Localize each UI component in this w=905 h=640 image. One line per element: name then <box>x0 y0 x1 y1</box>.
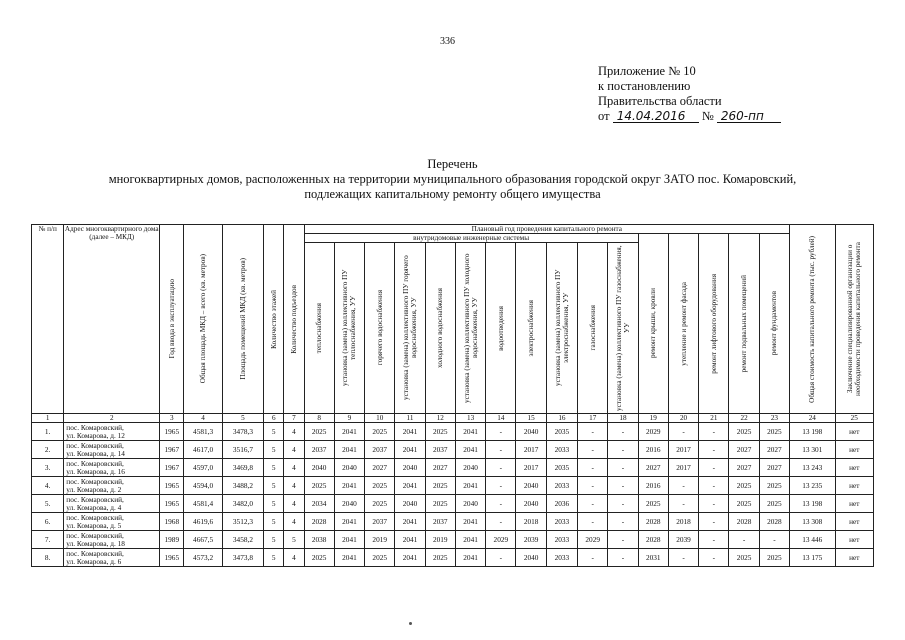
page-number: 336 <box>440 36 455 47</box>
cell-c16: 2033 <box>546 549 577 567</box>
cell-c18: - <box>608 495 638 513</box>
cell-c15: 2040 <box>516 495 546 513</box>
address-line-2: ул. Комарова, д. 18 <box>66 538 125 548</box>
cell-cost: 13 308 <box>790 513 835 531</box>
column-number: 18 <box>608 414 638 423</box>
annex-number-handwritten: 260-пп <box>717 110 781 123</box>
cell-area: 4619,6 <box>184 513 222 531</box>
cell-c19: 2016 <box>638 441 668 459</box>
cell-c12: 2025 <box>425 423 455 441</box>
cell-concl: нет <box>835 495 873 513</box>
cell-c22: 2027 <box>729 459 759 477</box>
header-entrances: Количество подъездов <box>284 225 304 414</box>
header-sub-cold-water-meter: установка (замена) коллективного ПУ холодного водоснабжения, УУ <box>455 243 485 414</box>
cell-c20: - <box>668 423 698 441</box>
cell-cost: 13 198 <box>790 423 835 441</box>
cell-c9: 2041 <box>334 477 364 495</box>
cell-c11: 2041 <box>395 513 425 531</box>
cell-c23: - <box>759 531 789 549</box>
cell-area: 4581,3 <box>184 423 222 441</box>
cell-year: 1965 <box>160 477 184 495</box>
cell-c8: 2025 <box>304 549 334 567</box>
cell-concl: нет <box>835 549 873 567</box>
cell-cost: 13 446 <box>790 531 835 549</box>
address-line-1: пос. Комаровский, <box>66 530 124 540</box>
cell-c10: 2025 <box>365 495 395 513</box>
cell-cost: 13 235 <box>790 477 835 495</box>
cell-year: 1989 <box>160 531 184 549</box>
cell-floors: 5 <box>264 459 284 477</box>
cell-c19: 2016 <box>638 477 668 495</box>
header-sub-heat-meter: установка (замена) коллективного ПУ теплоснабжения, УУ <box>334 243 364 414</box>
cell-c17: - <box>578 423 608 441</box>
column-number: 10 <box>365 414 395 423</box>
cell-address <box>64 495 160 513</box>
document-title <box>0 157 905 202</box>
cell-c15: 2040 <box>516 477 546 495</box>
cell-ent: 4 <box>284 423 304 441</box>
cell-area: 4573,2 <box>184 549 222 567</box>
cell-prem: 3488,2 <box>222 477 263 495</box>
cell-cost: 13 198 <box>790 495 835 513</box>
cell-c21: - <box>699 531 729 549</box>
cell-floors: 5 <box>264 441 284 459</box>
cell-cost: 13 301 <box>790 441 835 459</box>
cell-ent: 4 <box>284 459 304 477</box>
cell-c13: 2041 <box>455 531 485 549</box>
column-number: 15 <box>516 414 546 423</box>
cell-c15: 2018 <box>516 513 546 531</box>
header-sub-heat: теплоснабжения <box>304 243 334 414</box>
column-number: 24 <box>790 414 835 423</box>
scan-dot <box>409 622 412 625</box>
cell-floors: 5 <box>264 423 284 441</box>
annex-line-2: к постановлению <box>598 79 691 93</box>
cell-c11: 2041 <box>395 549 425 567</box>
column-number: 9 <box>334 414 364 423</box>
cell-c16: 2033 <box>546 531 577 549</box>
cell-c9: 2041 <box>334 549 364 567</box>
cell-c12: 2019 <box>425 531 455 549</box>
column-number: 17 <box>578 414 608 423</box>
column-number: 3 <box>160 414 184 423</box>
cell-year: 1968 <box>160 513 184 531</box>
cell-n: 1. <box>32 423 64 441</box>
cell-c16: 2033 <box>546 477 577 495</box>
cell-ent: 5 <box>284 531 304 549</box>
address-line-1: пос. Комаровский, <box>66 512 124 522</box>
title-line-2: многоквартирных домов, расположенных на территории муниципального образования городской округ ЗАТО пос. Комаровский, <box>108 172 797 186</box>
address-line-2: ул. Комарова, д. 14 <box>66 448 125 458</box>
cell-c20: - <box>668 477 698 495</box>
cell-concl: нет <box>835 477 873 495</box>
column-number: 2 <box>64 414 160 423</box>
cell-c9: 2041 <box>334 513 364 531</box>
cell-floors: 5 <box>264 477 284 495</box>
address-line-1: пос. Комаровский, <box>66 458 124 468</box>
cell-c17: - <box>578 477 608 495</box>
cell-c19: 2031 <box>638 549 668 567</box>
cell-c12: 2025 <box>425 495 455 513</box>
cell-c16: 2033 <box>546 513 577 531</box>
cell-c12: 2027 <box>425 459 455 477</box>
cell-c21: - <box>699 423 729 441</box>
cell-c12: 2037 <box>425 441 455 459</box>
cell-cost: 13 243 <box>790 459 835 477</box>
cell-year: 1965 <box>160 423 184 441</box>
cell-c22: 2025 <box>729 477 759 495</box>
cell-c22: 2028 <box>729 513 759 531</box>
cell-c8: 2028 <box>304 513 334 531</box>
cell-c11: 2040 <box>395 495 425 513</box>
cell-c10: 2037 <box>365 441 395 459</box>
cell-c18: - <box>608 549 638 567</box>
column-number: 13 <box>455 414 485 423</box>
cell-ent: 4 <box>284 477 304 495</box>
cell-c18: - <box>608 441 638 459</box>
cell-ent: 4 <box>284 495 304 513</box>
cell-c18: - <box>608 423 638 441</box>
cell-year: 1965 <box>160 549 184 567</box>
cell-concl: нет <box>835 459 873 477</box>
header-sub-hot-water-meter: установка (замена) коллективного ПУ горячего водоснабжения, УУ <box>395 243 425 414</box>
header-planned-year: Плановый год проведения капитального ремонта <box>304 225 790 234</box>
cell-address <box>64 441 160 459</box>
title-line-1: Перечень <box>427 157 478 171</box>
cell-n: 5. <box>32 495 64 513</box>
column-number: 11 <box>395 414 425 423</box>
cell-c10: 2019 <box>365 531 395 549</box>
cell-area: 4594,0 <box>184 477 222 495</box>
cell-c23: 2025 <box>759 495 789 513</box>
table-row <box>32 459 874 477</box>
header-premises-area: Площадь помещений МКД (кв. метров) <box>222 225 263 414</box>
cell-address <box>64 549 160 567</box>
cell-n: 8. <box>32 549 64 567</box>
cell-c8: 2025 <box>304 423 334 441</box>
cell-c21: - <box>699 459 729 477</box>
column-number: 25 <box>835 414 873 423</box>
header-address: Адрес многоквартирного дома (далее – МКД) <box>64 225 160 414</box>
cell-c20: - <box>668 549 698 567</box>
cell-c15: 2040 <box>516 549 546 567</box>
cell-c8: 2040 <box>304 459 334 477</box>
cell-c10: 2025 <box>365 423 395 441</box>
cell-c18: - <box>608 477 638 495</box>
cell-c17: 2029 <box>578 531 608 549</box>
cell-c17: - <box>578 441 608 459</box>
cell-c10: 2037 <box>365 513 395 531</box>
cell-prem: 3516,7 <box>222 441 263 459</box>
cell-c14: - <box>486 549 516 567</box>
cell-c22: 2025 <box>729 549 759 567</box>
cell-c18: - <box>608 459 638 477</box>
column-number: 12 <box>425 414 455 423</box>
cell-c8: 2034 <box>304 495 334 513</box>
cell-c12: 2037 <box>425 513 455 531</box>
cell-c23: 2028 <box>759 513 789 531</box>
cell-concl: нет <box>835 441 873 459</box>
cell-c17: - <box>578 495 608 513</box>
cell-area: 4667,5 <box>184 531 222 549</box>
annex-line-1: Приложение № 10 <box>598 64 696 78</box>
cell-c9: 2041 <box>334 423 364 441</box>
annex-number-sign: № <box>701 109 714 123</box>
column-numbers-row <box>32 414 874 423</box>
table-body <box>32 423 874 567</box>
cell-address <box>64 531 160 549</box>
table-row <box>32 549 874 567</box>
cell-c13: 2041 <box>455 513 485 531</box>
cell-c23: 2025 <box>759 423 789 441</box>
cell-c16: 2036 <box>546 495 577 513</box>
cell-c22: 2025 <box>729 495 759 513</box>
table-row <box>32 441 874 459</box>
cell-c23: 2025 <box>759 477 789 495</box>
cell-c18: - <box>608 531 638 549</box>
cell-c20: 2018 <box>668 513 698 531</box>
cell-area: 4581,4 <box>184 495 222 513</box>
cell-c18: - <box>608 513 638 531</box>
column-number: 7 <box>284 414 304 423</box>
cell-c19: 2029 <box>638 423 668 441</box>
cell-c10: 2027 <box>365 459 395 477</box>
annex-block <box>598 64 781 124</box>
cell-c9: 2041 <box>334 441 364 459</box>
cell-c14: - <box>486 459 516 477</box>
annex-line-3: Правительства области <box>598 94 722 108</box>
address-line-1: пос. Комаровский, <box>66 440 124 450</box>
cell-c14: - <box>486 423 516 441</box>
header-sub-gas-meter: установка (замена) коллективного ПУ газоснабжения, УУ <box>608 243 638 414</box>
header-engineering-systems: внутридомовые инженерные системы <box>304 234 638 243</box>
cell-floors: 5 <box>264 495 284 513</box>
cell-c23: 2027 <box>759 441 789 459</box>
column-number: 5 <box>222 414 263 423</box>
column-number: 21 <box>699 414 729 423</box>
cell-prem: 3482,0 <box>222 495 263 513</box>
cell-c15: 2017 <box>516 441 546 459</box>
cell-c9: 2040 <box>334 495 364 513</box>
cell-c19: 2027 <box>638 459 668 477</box>
cell-c21: - <box>699 477 729 495</box>
column-number: 1 <box>32 414 64 423</box>
address-line-2: ул. Комарова, д. 16 <box>66 466 125 476</box>
cell-year: 1967 <box>160 441 184 459</box>
column-number: 19 <box>638 414 668 423</box>
cell-c15: 2040 <box>516 423 546 441</box>
address-line-2: ул. Комарова, д. 2 <box>66 484 122 494</box>
column-number: 23 <box>759 414 789 423</box>
cell-c13: 2041 <box>455 441 485 459</box>
cell-c14: - <box>486 513 516 531</box>
header-total-area: Общая площадь МКД – всего (кв. метров) <box>184 225 222 414</box>
cell-address <box>64 459 160 477</box>
cell-c23: 2025 <box>759 549 789 567</box>
cell-prem: 3512,3 <box>222 513 263 531</box>
cell-area: 4617,0 <box>184 441 222 459</box>
table-row <box>32 531 874 549</box>
cell-prem: 3478,3 <box>222 423 263 441</box>
header-facade: утепление и ремонт фасада <box>668 234 698 414</box>
cell-n: 2. <box>32 441 64 459</box>
cell-c16: 2035 <box>546 459 577 477</box>
header-sub-cold-water: холодного водоснабжения <box>425 243 455 414</box>
address-line-2: ул. Комарова, д. 6 <box>66 556 122 566</box>
cell-c16: 2033 <box>546 441 577 459</box>
cell-n: 3. <box>32 459 64 477</box>
cell-n: 7. <box>32 531 64 549</box>
cell-c20: - <box>668 495 698 513</box>
cell-prem: 3473,8 <box>222 549 263 567</box>
column-number: 22 <box>729 414 759 423</box>
header-sub-electricity-meter: установка (замена) коллективного ПУ электроснабжения, УУ <box>546 243 577 414</box>
address-line-2: ул. Комарова, д. 12 <box>66 430 125 440</box>
cell-ent: 4 <box>284 441 304 459</box>
cell-address <box>64 477 160 495</box>
cell-c12: 2025 <box>425 549 455 567</box>
cell-prem: 3469,8 <box>222 459 263 477</box>
cell-concl: нет <box>835 531 873 549</box>
cell-concl: нет <box>835 513 873 531</box>
table-row <box>32 477 874 495</box>
header-sub-gas: газоснабжения <box>578 243 608 414</box>
address-line-2: ул. Комарова, д. 5 <box>66 520 122 530</box>
cell-c19: 2028 <box>638 531 668 549</box>
cell-c19: 2028 <box>638 513 668 531</box>
cell-c21: - <box>699 441 729 459</box>
cell-year: 1967 <box>160 459 184 477</box>
header-lift: ремонт лифтового оборудования <box>699 234 729 414</box>
cell-c11: 2041 <box>395 441 425 459</box>
cell-c13: 2041 <box>455 423 485 441</box>
cell-n: 4. <box>32 477 64 495</box>
address-line-1: пос. Комаровский, <box>66 422 124 432</box>
cell-c17: - <box>578 513 608 531</box>
column-number: 6 <box>264 414 284 423</box>
cell-concl: нет <box>835 423 873 441</box>
cell-c11: 2041 <box>395 423 425 441</box>
table-row <box>32 423 874 441</box>
cell-c16: 2035 <box>546 423 577 441</box>
address-line-1: пос. Комаровский, <box>66 548 124 558</box>
cell-floors: 5 <box>264 513 284 531</box>
cell-c13: 2040 <box>455 495 485 513</box>
column-number: 14 <box>486 414 516 423</box>
cell-floors: 5 <box>264 531 284 549</box>
cell-c13: 2041 <box>455 477 485 495</box>
cell-c8: 2038 <box>304 531 334 549</box>
cell-c10: 2025 <box>365 477 395 495</box>
cell-c19: 2025 <box>638 495 668 513</box>
title-line-3: подлежащих капитальному ремонту общего имущества <box>304 187 601 201</box>
address-line-1: пос. Комаровский, <box>66 476 124 486</box>
header-sub-electricity: электроснабжения <box>516 243 546 414</box>
annex-date-handwritten: 14.04.2016 <box>613 110 699 123</box>
cell-c22: 2025 <box>729 423 759 441</box>
cell-c22: - <box>729 531 759 549</box>
header-floors: Количество этажей <box>264 225 284 414</box>
cell-c20: 2017 <box>668 459 698 477</box>
header-num: № п/п <box>32 225 64 414</box>
cell-c11: 2041 <box>395 531 425 549</box>
header-roof: ремонт крыши, кровли <box>638 234 668 414</box>
cell-c20: 2017 <box>668 441 698 459</box>
table-row <box>32 513 874 531</box>
cell-n: 6. <box>32 513 64 531</box>
cell-c15: 2017 <box>516 459 546 477</box>
column-number: 20 <box>668 414 698 423</box>
cell-c23: 2027 <box>759 459 789 477</box>
header-conclusion: Заключение специализированной организации о необходимости проведения капитального ремонта <box>835 225 873 414</box>
cell-cost: 13 175 <box>790 549 835 567</box>
cell-c21: - <box>699 513 729 531</box>
table-row <box>32 495 874 513</box>
cell-c11: 2041 <box>395 477 425 495</box>
column-number: 4 <box>184 414 222 423</box>
cell-c10: 2025 <box>365 549 395 567</box>
cell-c22: 2027 <box>729 441 759 459</box>
cell-c14: - <box>486 495 516 513</box>
annex-ot: от <box>598 109 610 123</box>
cell-c9: 2041 <box>334 531 364 549</box>
header-year: Год ввода в эксплуатацию <box>160 225 184 414</box>
cell-ent: 4 <box>284 549 304 567</box>
cell-c12: 2025 <box>425 477 455 495</box>
cell-c9: 2040 <box>334 459 364 477</box>
cell-year: 1965 <box>160 495 184 513</box>
cell-area: 4597,0 <box>184 459 222 477</box>
cell-c14: - <box>486 441 516 459</box>
header-basement: ремонт подвальных помещений <box>729 234 759 414</box>
cell-address <box>64 423 160 441</box>
cell-c21: - <box>699 549 729 567</box>
cell-c8: 2025 <box>304 477 334 495</box>
header-sub-sewerage: водоотведения <box>486 243 516 414</box>
address-line-1: пос. Комаровский, <box>66 494 124 504</box>
annex-date-line <box>598 109 781 124</box>
cell-c14: - <box>486 477 516 495</box>
address-line-2: ул. Комарова, д. 4 <box>66 502 122 512</box>
header-foundation: ремонт фундаментов <box>759 234 789 414</box>
cell-address <box>64 513 160 531</box>
cell-floors: 5 <box>264 549 284 567</box>
column-number: 8 <box>304 414 334 423</box>
houses-table <box>31 224 874 567</box>
cell-c13: 2041 <box>455 549 485 567</box>
cell-c8: 2037 <box>304 441 334 459</box>
cell-ent: 4 <box>284 513 304 531</box>
cell-c17: - <box>578 459 608 477</box>
header-sub-hot-water: горячего водоснабжения <box>365 243 395 414</box>
cell-c17: - <box>578 549 608 567</box>
cell-c21: - <box>699 495 729 513</box>
cell-c13: 2040 <box>455 459 485 477</box>
column-number: 16 <box>546 414 577 423</box>
cell-prem: 3458,2 <box>222 531 263 549</box>
cell-c15: 2039 <box>516 531 546 549</box>
cell-c11: 2040 <box>395 459 425 477</box>
header-total-cost: Общая стоимость капитального ремонта (тыс. рублей) <box>790 225 835 414</box>
cell-c14: 2029 <box>486 531 516 549</box>
cell-c20: 2039 <box>668 531 698 549</box>
